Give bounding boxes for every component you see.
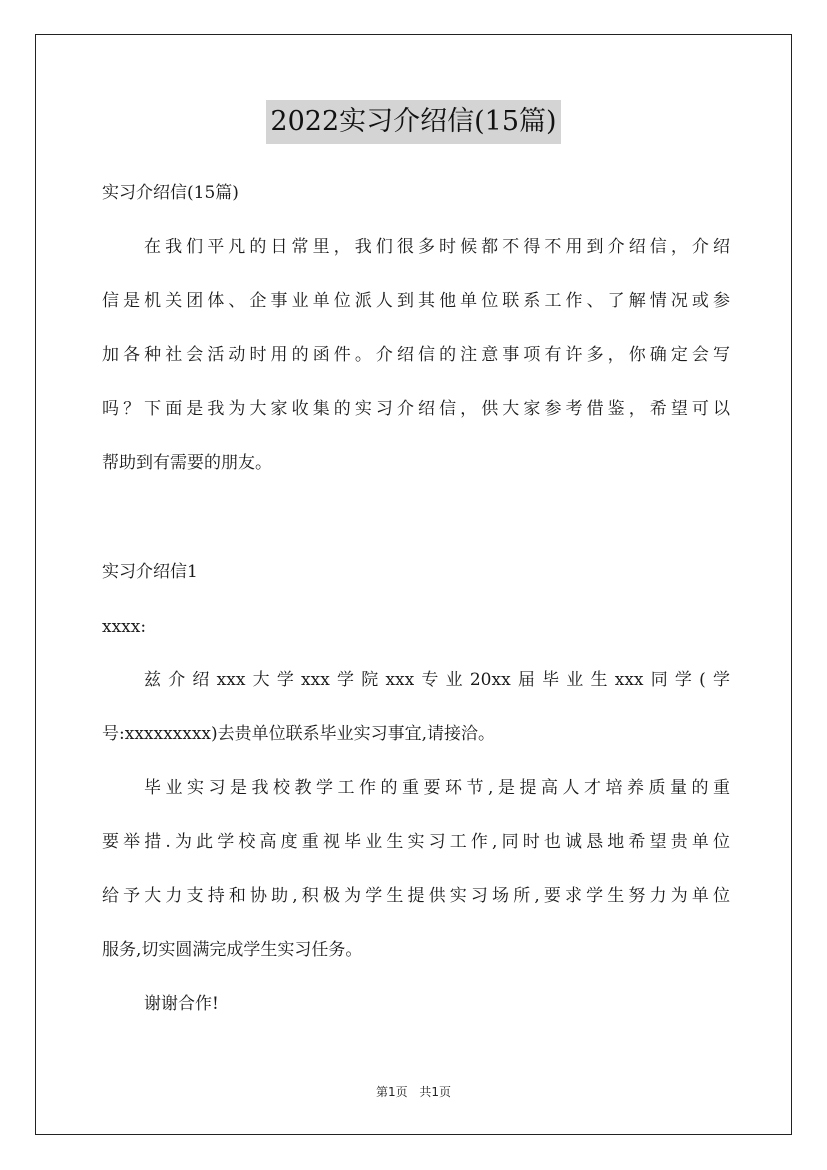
title-block xyxy=(0,100,827,144)
intro-line: 吗？下面是我为大家收集的实习介绍信，供大家参考借鉴，希望可以 xyxy=(102,399,730,419)
letter-paragraph-line: 服务,切实圆满完成学生实习任务。 xyxy=(102,940,363,960)
letter-paragraph-line: 给予大力支持和协助,积极为学生提供实习场所,要求学生努力为单位 xyxy=(102,886,730,906)
letter-paragraph-line: 毕业实习是我校教学工作的重要环节,是提高人才培养质量的重 xyxy=(144,778,730,798)
letter-salutation: xxxx: xyxy=(102,617,147,637)
intro-line: 帮助到有需要的朋友。 xyxy=(102,453,272,473)
subtitle: 实习介绍信(15篇) xyxy=(102,183,239,203)
intro-line: 在我们平凡的日常里，我们很多时候都不得不用到介绍信，介绍 xyxy=(144,237,730,257)
letter-paragraph-line: 号:xxxxxxxxx)去贵单位联系毕业实习事宜,请接洽。 xyxy=(102,724,496,744)
letter-closing: 谢谢合作! xyxy=(144,994,219,1014)
letter-paragraph-line: 要举措.为此学校高度重视毕业生实习工作,同时也诚恳地希望贵单位 xyxy=(102,832,730,852)
page-number: 第1页 xyxy=(375,1085,408,1099)
letter-paragraph-line: 兹介绍xxx大学xxx学院xxx专业20xx届毕业生xxx同学(学 xyxy=(144,670,730,690)
intro-line: 加各种社会活动时用的函件。介绍信的注意事项有许多，你确定会写 xyxy=(102,345,730,365)
page-total: 共1页 xyxy=(419,1085,452,1099)
letter-heading: 实习介绍信1 xyxy=(102,562,198,582)
document-title: 2022实习介绍信(15篇) xyxy=(266,100,560,144)
intro-line: 信是机关团体、企事业单位派人到其他单位联系工作、了解情况或参 xyxy=(102,291,730,311)
page-footer xyxy=(0,1083,827,1100)
